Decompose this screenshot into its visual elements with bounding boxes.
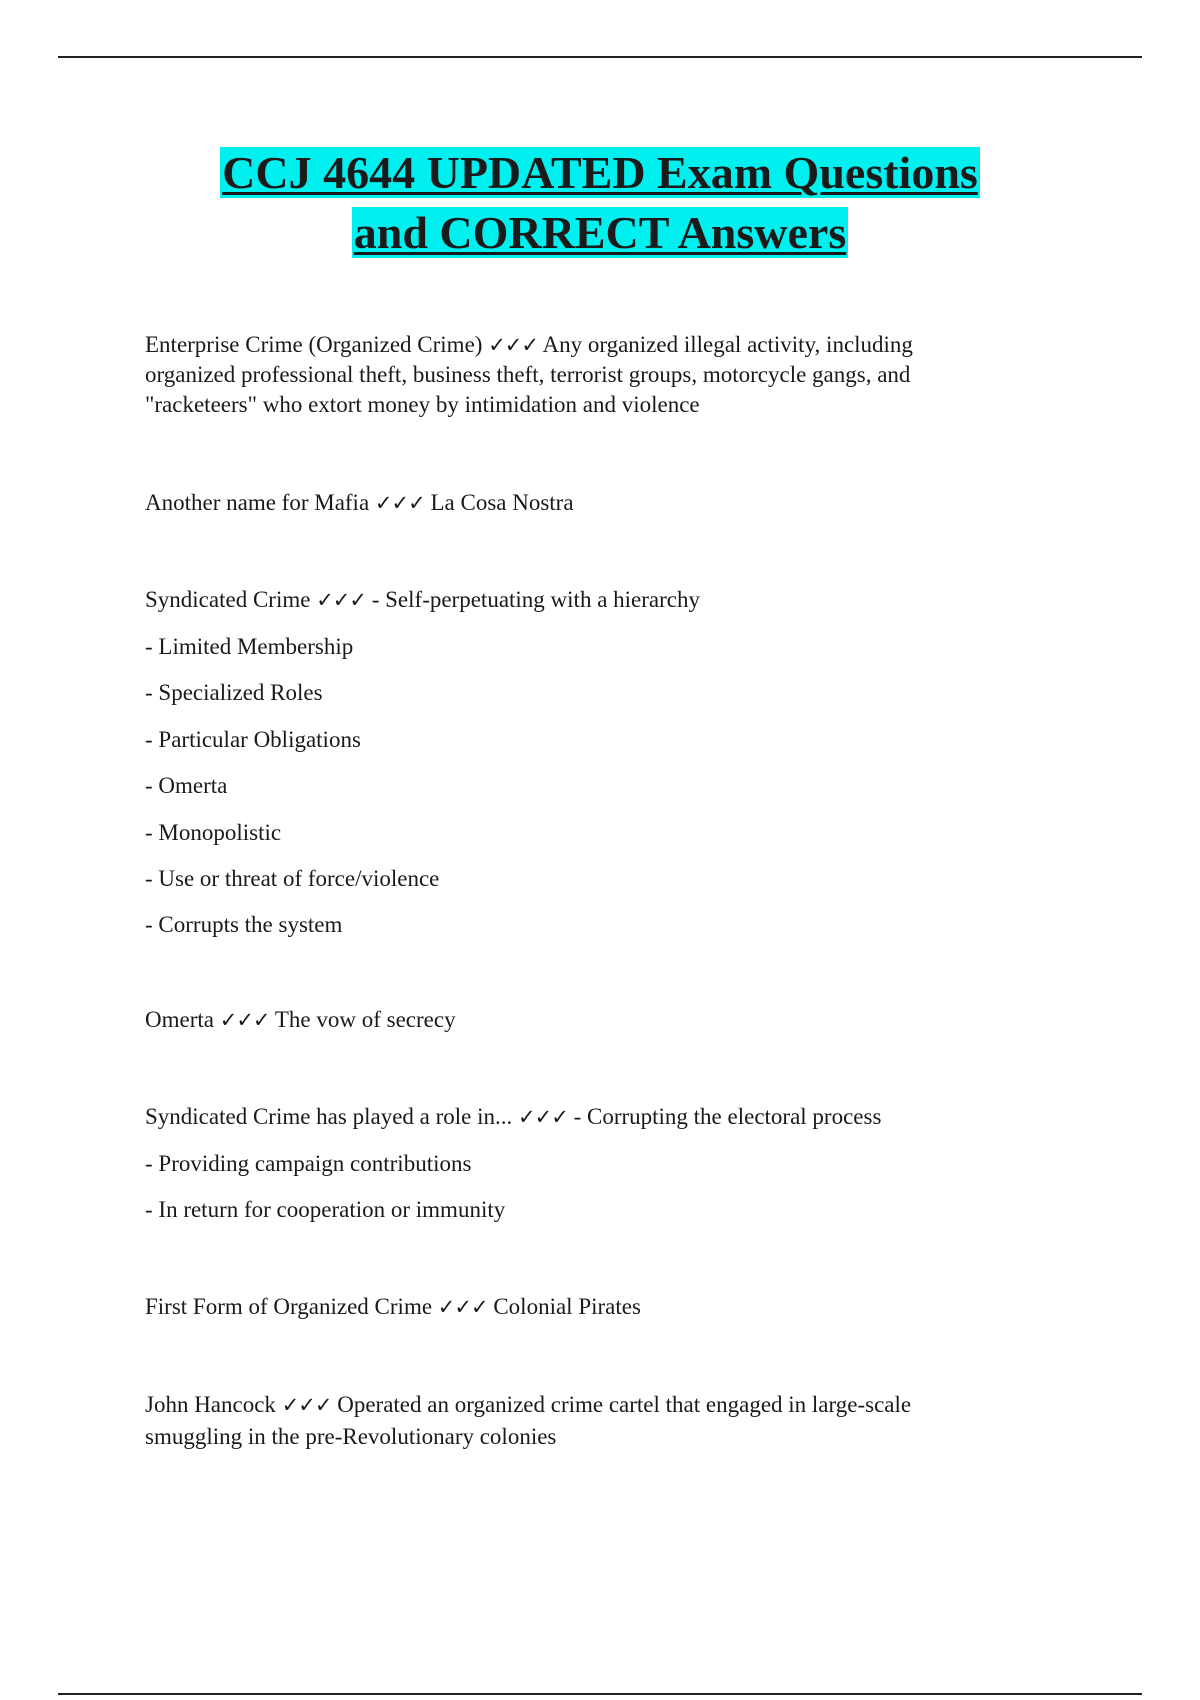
check-mark-icon: ✓✓✓	[488, 333, 538, 357]
check-mark-icon: ✓✓✓	[518, 1105, 568, 1129]
title-line-1: CCJ 4644 UPDATED Exam Questions	[222, 147, 978, 198]
question-text: Another name for Mafia	[145, 490, 370, 515]
question-text: Omerta	[145, 1007, 214, 1032]
list-item: - Corrupts the system	[145, 912, 343, 937]
qa-entry	[145, 585, 975, 615]
answer-text: - Self-perpetuating with a hierarchy	[371, 587, 700, 612]
footer-rule	[58, 1693, 1142, 1695]
question-text: Enterprise Crime (Organized Crime)	[145, 332, 483, 357]
check-mark-icon: ✓✓✓	[316, 588, 366, 612]
question-text: Syndicated Crime	[145, 587, 311, 612]
answer-text: Any organized illegal activity, including organized professional theft, business theft, terrorist groups, motorcycle gangs, and "racketeers" who extort money by intimidation and violence	[145, 332, 913, 417]
list-item: - Use or threat of force/violence	[145, 866, 440, 891]
list-item: - In return for cooperation or immunity	[145, 1197, 506, 1222]
header-rule	[58, 56, 1142, 58]
check-mark-icon: ✓✓✓	[374, 491, 425, 515]
qa-entry	[145, 488, 975, 518]
list-item: - Particular Obligations	[145, 727, 361, 752]
check-mark-icon: ✓✓✓	[437, 1295, 488, 1319]
list-item: - Limited Membership	[145, 634, 354, 659]
list-item: - Monopolistic	[145, 820, 282, 845]
check-mark-icon: ✓✓✓	[281, 1393, 332, 1417]
qa-entry	[145, 330, 975, 420]
qa-entry	[145, 1292, 975, 1322]
answer-text: Colonial Pirates	[493, 1294, 641, 1319]
question-text: Syndicated Crime has played a role in...	[145, 1104, 513, 1129]
answer-text: Operated an organized crime cartel that engaged in large-scale smuggling in the pre-Revolutionary colonies	[145, 1392, 912, 1449]
list-item: - Specialized Roles	[145, 680, 323, 705]
answer-text: The vow of secrecy	[274, 1007, 456, 1032]
list-item: - Omerta	[145, 773, 228, 798]
answer-text: - Corrupting the electoral process	[573, 1104, 882, 1129]
answer-text: La Cosa Nostra	[430, 490, 574, 515]
question-text: First Form of Organized Crime	[145, 1294, 433, 1319]
title-line-2: and CORRECT Answers	[353, 207, 847, 258]
question-text: John Hancock	[145, 1392, 276, 1417]
list-item: - Providing campaign contributions	[145, 1151, 472, 1176]
qa-entry	[145, 1102, 975, 1132]
qa-entry	[145, 1389, 975, 1453]
page-title	[0, 143, 1200, 263]
qa-entry	[145, 1005, 975, 1035]
check-mark-icon: ✓✓✓	[219, 1008, 270, 1032]
